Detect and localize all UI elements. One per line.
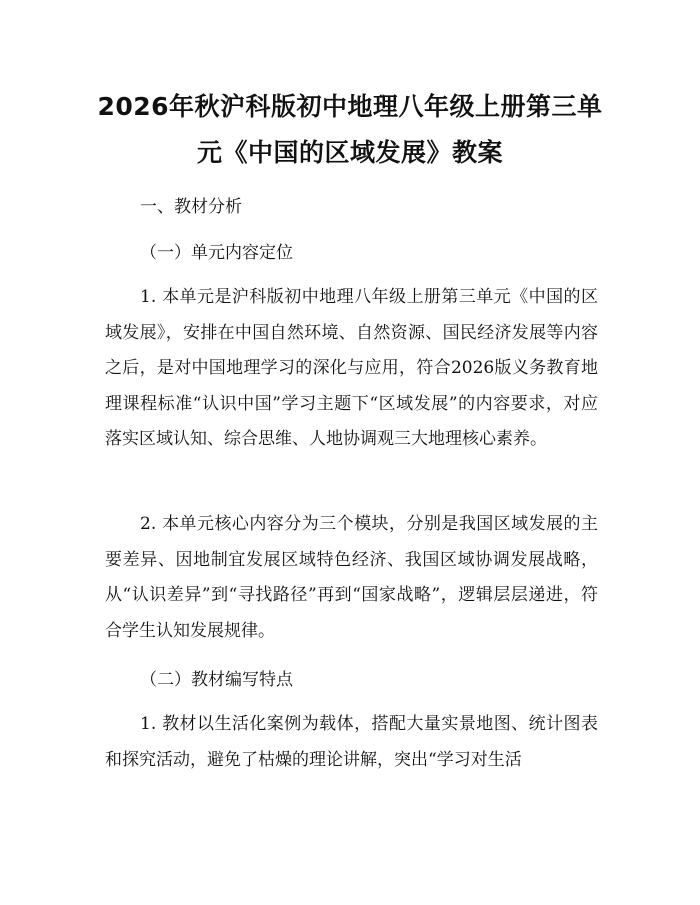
document-title-line-2: 元《中国的区域发展》教案	[196, 138, 503, 167]
subsection-heading-writing-features: （二）教材编写特点	[140, 670, 293, 690]
paragraph-unit-position: 1. 本单元是沪科版初中地理八年级上册第三单元《中国的区域发展》，安排在中国自然环境、自然资源、国民经济发展等内容之后，是对中国地理学习的深化与应用，符合2026版义务教育地理课程标准“认识中国”学习主题下“区域发展”的内容要求，对应落实区域认知、综合思维、人地协调观三大地理核心素养。	[105, 287, 598, 449]
paragraph-core-content: 2. 本单元核心内容分为三个模块，分别是我国区域发展的主要差异、因地制宜发展区域特色经济、我国区域协调发展战略，从“认识差异”到“寻找路径”再到“国家战略”，逻辑层层递进，符合学生认知发展规律。	[105, 514, 598, 641]
subsection-heading-unit-positioning: （一）单元内容定位	[140, 243, 293, 263]
paragraph-writing-features: 1. 教材以生活化案例为载体，搭配大量实景地图、统计图表和探究活动，避免了枯燥的理论讲解，突出“学习对生活	[105, 714, 598, 770]
document-title-line-1: 2026年秋沪科版初中地理八年级上册第三单	[97, 92, 603, 121]
section-heading-textbook-analysis: 一、教材分析	[140, 197, 242, 217]
